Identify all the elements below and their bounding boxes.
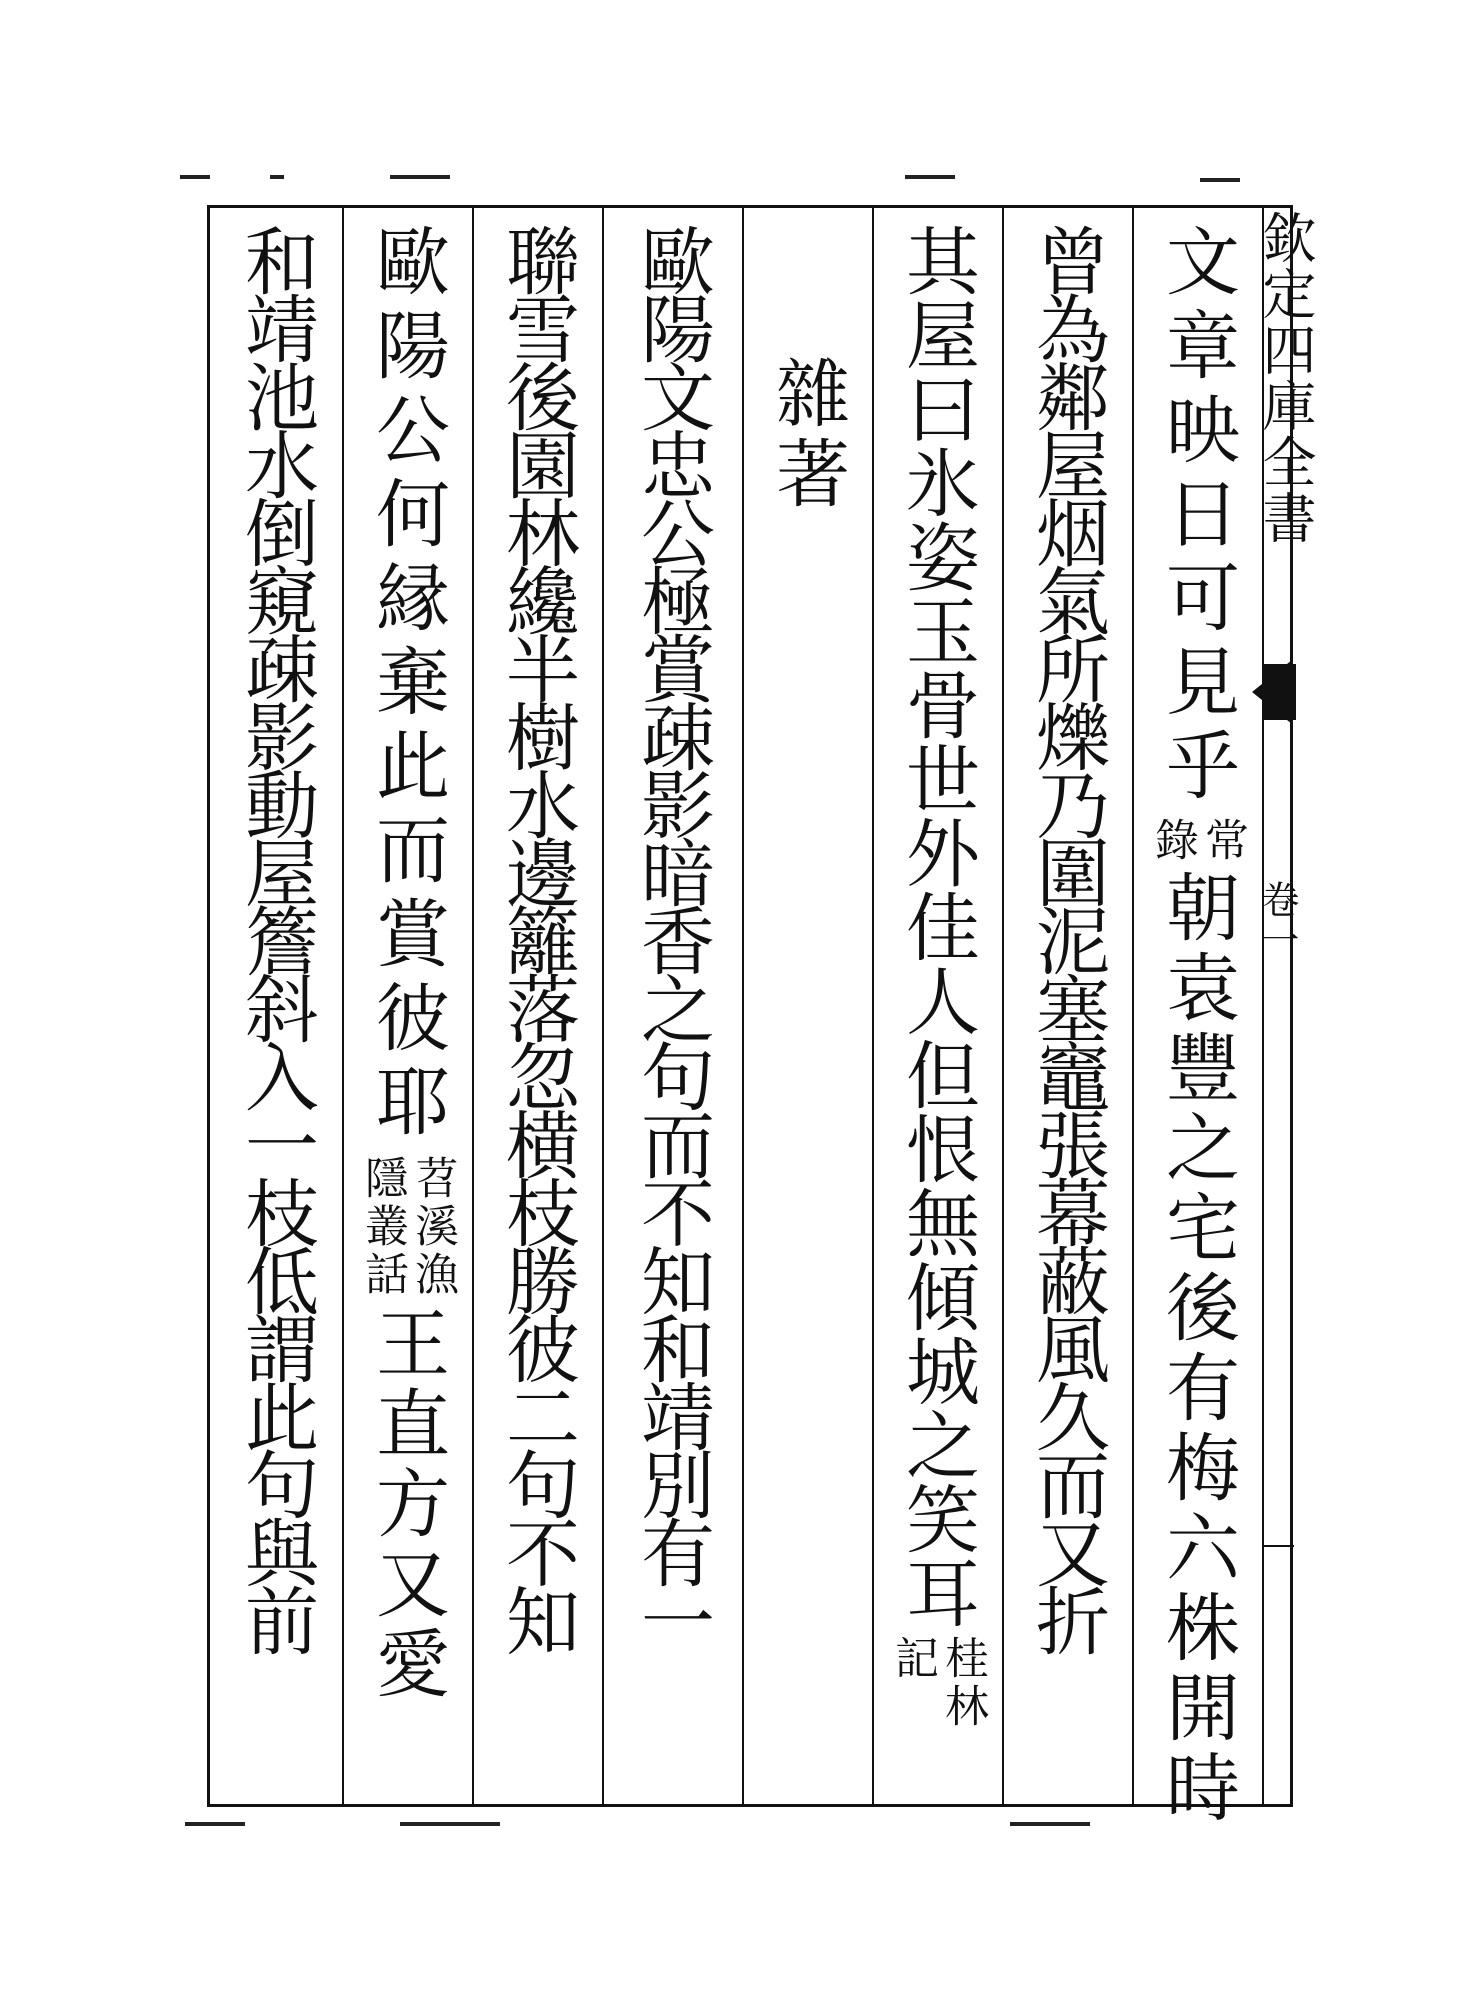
margin-divider bbox=[1262, 1545, 1294, 1547]
text-column-5 bbox=[602, 205, 742, 1807]
column-text: 王直方又愛 bbox=[364, 1305, 450, 1705]
section-heading: 雜著 bbox=[764, 355, 850, 515]
text-column-6 bbox=[472, 205, 602, 1807]
column-text: 聯雪後園林纔半樹水邊籬落忽横枝勝彼二句不知 bbox=[494, 223, 580, 1651]
scan-mark-top-mid-2 bbox=[905, 175, 955, 179]
note-line: 記 bbox=[887, 1635, 938, 1683]
column-text: 朝袁豐之宅後有梅六株開時 bbox=[1154, 869, 1240, 1829]
note-line: 苕溪漁 bbox=[407, 1155, 458, 1299]
scan-mark-bottom-left bbox=[185, 1822, 245, 1826]
column-text: 歐陽文忠公極賞疎影暗香之句而不知和靖別有一 bbox=[629, 223, 715, 1651]
scan-mark-bottom-right bbox=[1010, 1822, 1090, 1826]
column-rule bbox=[1262, 205, 1264, 1807]
text-column-3 bbox=[872, 205, 1002, 1807]
juan-label: 卷一 bbox=[1255, 880, 1299, 960]
inline-note bbox=[357, 1155, 458, 1299]
note-line: 桂林 bbox=[937, 1635, 988, 1731]
column-text: 其屋曰氷姿玉骨世外佳人但恨無傾城之笑耳 bbox=[894, 223, 980, 1629]
column-text: 曾為鄰屋烟氣所爍乃圍泥塞竈張幕蔽風久而又折 bbox=[1024, 223, 1110, 1651]
scan-mark-top-left bbox=[180, 175, 210, 179]
note-line: 常 bbox=[1197, 817, 1248, 865]
note-line: 隱叢話 bbox=[357, 1155, 408, 1299]
text-column-7 bbox=[342, 205, 472, 1807]
scan-mark-top-right bbox=[1200, 178, 1240, 182]
column-text: 歐陽公何縁棄此而賞彼耶 bbox=[364, 223, 450, 1147]
text-column-8 bbox=[210, 205, 342, 1807]
scan-mark-top-mid bbox=[390, 175, 450, 179]
column-text: 文章映日可見乎 bbox=[1154, 223, 1240, 811]
note-line: 錄 bbox=[1147, 817, 1198, 865]
book-title: 欽定四庫全書 bbox=[1254, 210, 1317, 546]
text-column-2 bbox=[1002, 205, 1132, 1807]
scan-mark-top-left-2 bbox=[270, 175, 284, 179]
scan-mark-bottom-mid bbox=[400, 1822, 500, 1826]
inline-note bbox=[887, 1635, 988, 1731]
inline-note bbox=[1147, 817, 1248, 865]
text-column-4 bbox=[742, 205, 872, 1807]
column-text: 和靖池水倒窺疎影動屋簷斜入一枝低謂此句與前 bbox=[233, 223, 319, 1651]
text-column-1 bbox=[1132, 205, 1262, 1829]
